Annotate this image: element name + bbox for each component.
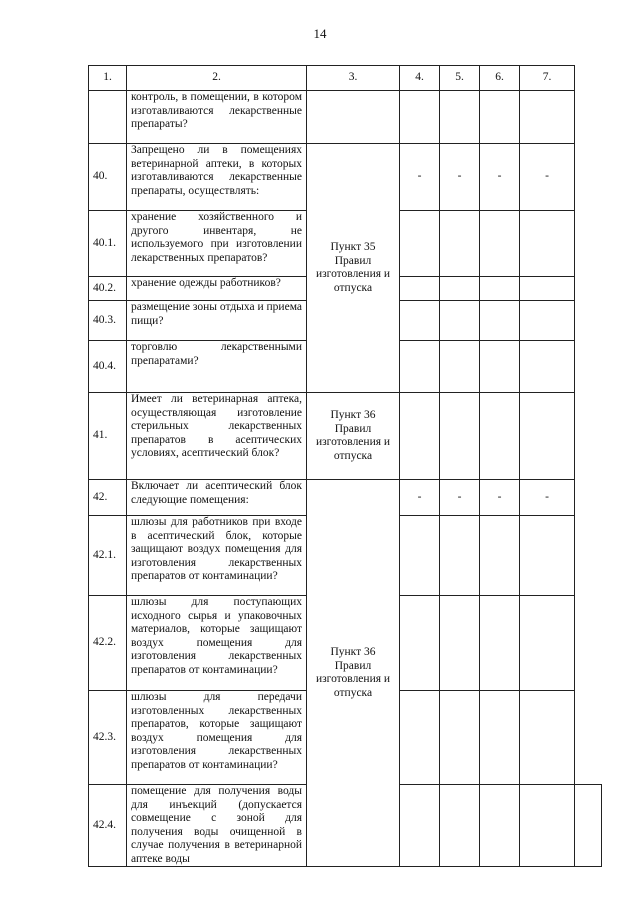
- answer-cell: [400, 341, 440, 393]
- answer-cell: [400, 211, 440, 277]
- item-question: шлюзы для работников при входе в асептический блок, которые защищают воздух помещения для изготовления лекарственных препаратов от контаминации?: [127, 516, 307, 596]
- answer-cell: [440, 211, 480, 277]
- answer-cell: [440, 516, 480, 596]
- checklist-table: [88, 65, 602, 867]
- answer-cell: [440, 393, 480, 480]
- answer-cell: [400, 596, 440, 691]
- answer-cell: [520, 277, 575, 301]
- answer-cell: -: [400, 144, 440, 211]
- item-number: 40.3.: [89, 301, 127, 341]
- item-question: Имеет ли ветеринарная аптека, осуществляющая изготовление стерильных лекарственных препаратов в асептических условиях, асептический блок?: [127, 393, 307, 480]
- header-cell: 7.: [520, 66, 575, 91]
- answer-cell: [520, 691, 575, 785]
- answer-cell: [520, 91, 575, 144]
- item-number: 42.3.: [89, 691, 127, 785]
- item-question: хранение одежды работников?: [127, 277, 307, 301]
- answer-cell: [575, 785, 602, 867]
- answer-cell: -: [440, 144, 480, 211]
- answer-cell: [480, 341, 520, 393]
- answer-cell: [440, 785, 480, 867]
- answer-cell: [480, 91, 520, 144]
- answer-cell: -: [400, 480, 440, 516]
- header-cell: 5.: [440, 66, 480, 91]
- answer-cell: -: [440, 480, 480, 516]
- answer-cell: [480, 393, 520, 480]
- item-number: 40.1.: [89, 211, 127, 277]
- answer-cell: -: [520, 480, 575, 516]
- item-number: 40.: [89, 144, 127, 211]
- answer-cell: [440, 91, 480, 144]
- answer-cell: [480, 596, 520, 691]
- item-question: хранение хозяйственного и другого инвентаря, не используемого при изготовлении лекарственных препаратов?: [127, 211, 307, 277]
- item-question: Включает ли асептический блок следующие помещения:: [127, 480, 307, 516]
- item-question: шлюзы для передачи изготовленных лекарственных препаратов, которые защищают воздух помещения для изготовления лекарственных препаратов от контаминации?: [127, 691, 307, 785]
- table-row: [89, 393, 602, 480]
- item-number: 41.: [89, 393, 127, 480]
- answer-cell: -: [520, 144, 575, 211]
- header-cell: 1.: [89, 66, 127, 91]
- item-question: размещение зоны отдыха и приема пищи?: [127, 301, 307, 341]
- header-row: [89, 66, 602, 91]
- header-cell: 4.: [400, 66, 440, 91]
- answer-cell: [480, 516, 520, 596]
- answer-cell: [400, 277, 440, 301]
- answer-cell: [520, 785, 575, 867]
- answer-cell: [400, 91, 440, 144]
- answer-cell: [440, 277, 480, 301]
- answer-cell: [480, 691, 520, 785]
- answer-cell: [520, 393, 575, 480]
- item-question: помещение для получения воды для инъекций (допускается совмещение с зоной для получения воды очищенной в случае получения в ветеринарной аптеке воды: [127, 785, 307, 867]
- answer-cell: [440, 691, 480, 785]
- item-question: Запрещено ли в помещениях ветеринарной аптеки, в которых изготавливаются лекарственные препараты, осуществлять:: [127, 144, 307, 211]
- item-number: 42.1.: [89, 516, 127, 596]
- answer-cell: [520, 516, 575, 596]
- answer-cell: [400, 691, 440, 785]
- legal-reference: Пункт 35 Правил изготовления и отпуска: [307, 144, 400, 393]
- answer-cell: [400, 301, 440, 341]
- answer-cell: [400, 393, 440, 480]
- answer-cell: [520, 341, 575, 393]
- answer-cell: [440, 301, 480, 341]
- answer-cell: [440, 596, 480, 691]
- item-number: 42.: [89, 480, 127, 516]
- page-number: 14: [313, 26, 327, 41]
- answer-cell: -: [480, 144, 520, 211]
- answer-cell: [480, 277, 520, 301]
- item-question: шлюзы для поступающих исходного сырья и упаковочных материалов, которые защищают воздух помещения для изготовления лекарственных препаратов от контаминации?: [127, 596, 307, 691]
- legal-reference: Пункт 36 Правил изготовления и отпуска: [307, 480, 400, 867]
- answer-cell: [520, 596, 575, 691]
- answer-cell: [520, 301, 575, 341]
- legal-reference: Пункт 36 Правил изготовления и отпуска: [307, 393, 400, 480]
- answer-cell: -: [480, 480, 520, 516]
- answer-cell: [480, 785, 520, 867]
- answer-cell: [520, 211, 575, 277]
- item-number: 42.2.: [89, 596, 127, 691]
- answer-cell: [480, 301, 520, 341]
- answer-cell: [400, 516, 440, 596]
- table-row: [89, 144, 602, 211]
- answer-cell: [440, 341, 480, 393]
- legal-reference: [400, 785, 440, 867]
- item-question: торговлю лекарственными препаратами?: [127, 341, 307, 393]
- item-question: контроль, в помещении, в котором изготавливаются лекарственные препараты?: [127, 91, 307, 144]
- legal-reference: [307, 91, 400, 144]
- table-row: [89, 480, 602, 516]
- header-cell: 3.: [307, 66, 400, 91]
- header-cell: 6.: [480, 66, 520, 91]
- item-number: [89, 91, 127, 144]
- item-number: 40.2.: [89, 277, 127, 301]
- item-number: 42.4.: [89, 785, 127, 867]
- header-cell: 2.: [127, 66, 307, 91]
- table-row: [89, 91, 602, 144]
- answer-cell: [480, 211, 520, 277]
- item-number: 40.4.: [89, 341, 127, 393]
